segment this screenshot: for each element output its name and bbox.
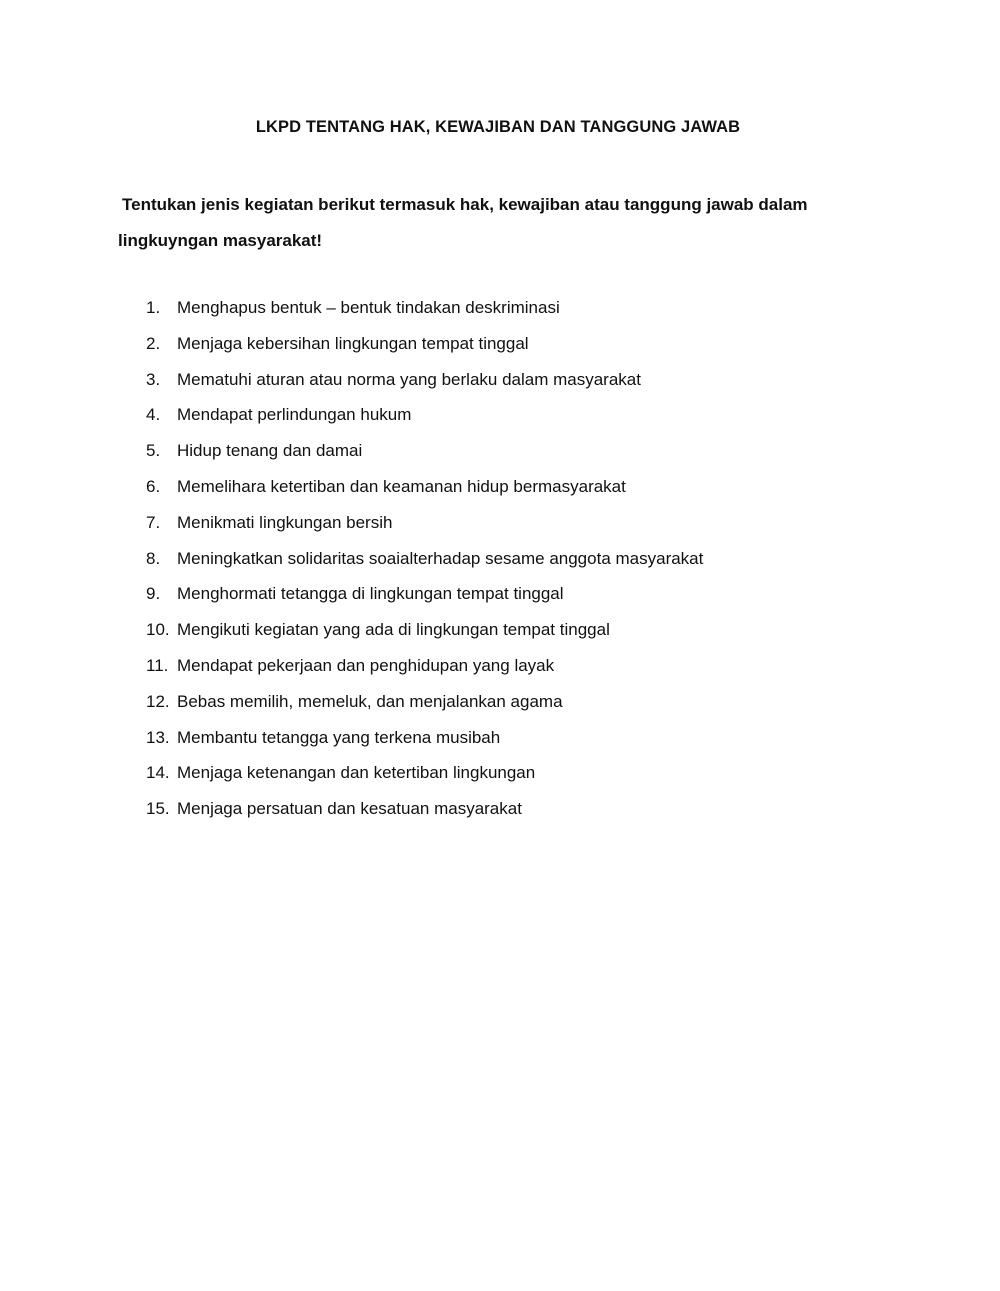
item-number: 14. <box>146 763 170 783</box>
item-number: 5. <box>146 441 161 461</box>
page-title: LKPD TENTANG HAK, KEWAJIBAN DAN TANGGUNG JAWAB <box>255 118 741 136</box>
item-text: Membantu tetangga yang terkena musibah <box>177 727 501 747</box>
item-text: Menghormati tetangga di lingkungan tempat tinggal <box>177 584 564 604</box>
item-text: Memelihara ketertiban dan keamanan hidup bermasyarakat <box>177 476 626 496</box>
item-number: 3. <box>146 369 161 389</box>
instruction-text: Tentukan jenis kegiatan berikut termasuk hak, kewajiban atau tanggung jawab dalam lingkuyngan masyarakat! <box>118 195 808 250</box>
item-text: Menjaga ketenangan dan ketertiban lingkungan <box>177 763 536 783</box>
item-number: 4. <box>146 405 161 425</box>
item-text: Bebas memilih, memeluk, dan menjalankan agama <box>177 691 563 711</box>
item-number: 10. <box>146 620 170 640</box>
item-number: 15. <box>146 799 170 819</box>
item-text: Menghapus bentuk – bentuk tindakan deskriminasi <box>177 298 560 317</box>
item-text: Mendapat pekerjaan dan penghidupan yang layak <box>177 655 555 675</box>
item-text: Mendapat perlindungan hukum <box>177 405 412 425</box>
item-number: 12. <box>146 691 170 711</box>
item-number: 11. <box>146 655 169 675</box>
item-text: Menikmati lingkungan bersih <box>177 512 393 532</box>
item-number: 8. <box>146 548 161 568</box>
item-number: 2. <box>146 333 161 353</box>
item-number: 1. <box>146 298 161 317</box>
item-text: Hidup tenang dan damai <box>177 441 363 461</box>
item-number: 13. <box>146 727 170 747</box>
item-text: Menjaga kebersihan lingkungan tempat tinggal <box>177 333 529 353</box>
item-text: Meningkatkan solidaritas soaialterhadap sesame anggota masyarakat <box>177 548 704 568</box>
item-text: Mematuhi aturan atau norma yang berlaku dalam masyarakat <box>177 369 641 389</box>
item-number: 9. <box>146 584 161 604</box>
item-text: Mengikuti kegiatan yang ada di lingkungan tempat tinggal <box>177 620 610 640</box>
item-number: 6. <box>146 476 161 496</box>
item-number: 7. <box>146 512 161 532</box>
item-text: Menjaga persatuan dan kesatuan masyarakat <box>177 799 522 819</box>
